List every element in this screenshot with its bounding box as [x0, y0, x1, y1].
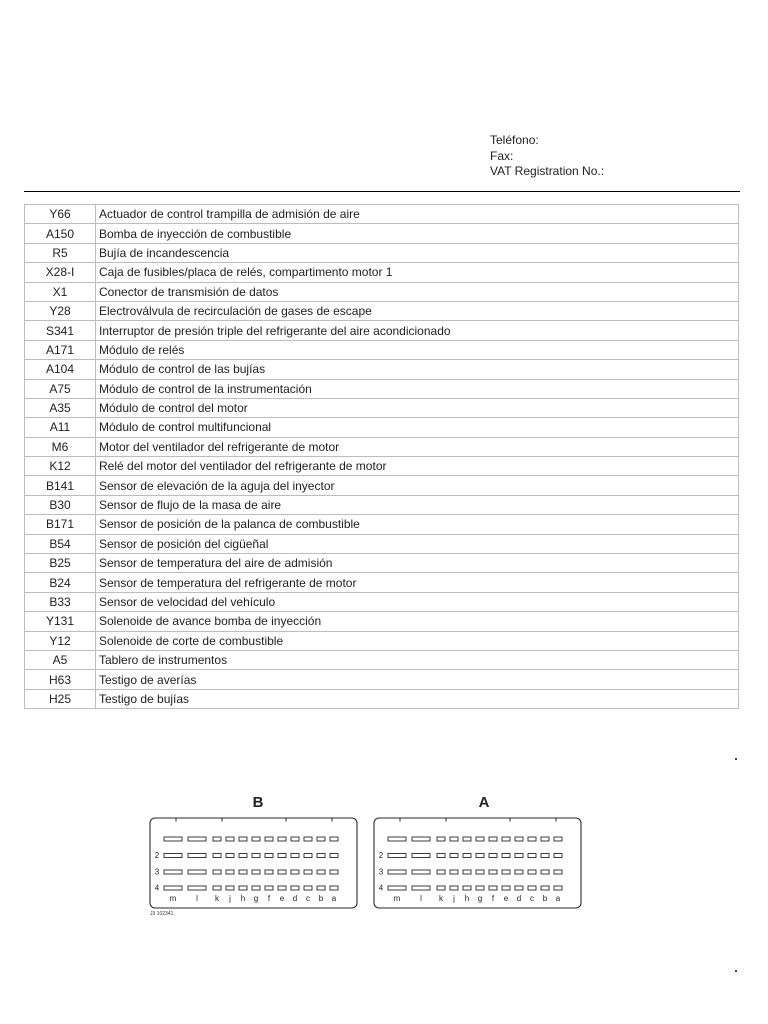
component-table	[24, 204, 739, 709]
pin-slot	[450, 870, 458, 874]
component-code: Y28	[25, 301, 96, 320]
pin-slot	[515, 854, 523, 858]
connector-a-label: A	[478, 794, 490, 811]
pin-slot	[278, 854, 286, 858]
pin-slot	[502, 870, 510, 874]
pin-slot	[476, 837, 484, 841]
column-letter: j	[453, 894, 455, 903]
column-letter: h	[464, 894, 470, 903]
pin-slot	[330, 854, 338, 858]
component-code: B171	[25, 515, 96, 534]
component-description: Sensor de flujo de la masa de aire	[96, 495, 739, 514]
component-row	[25, 631, 739, 650]
column-letter: l	[420, 894, 422, 903]
pin-slot-long	[164, 854, 182, 858]
pin-slot	[437, 886, 445, 890]
component-description: Solenoide de avance bomba de inyección	[96, 612, 739, 631]
column-letter: h	[240, 894, 246, 903]
component-description: Testigo de averías	[96, 670, 739, 689]
component-code: R5	[25, 243, 96, 262]
column-letter: a	[331, 894, 337, 903]
pin-slot	[463, 886, 471, 890]
connector-b-label: B	[252, 794, 264, 811]
component-description: Conector de transmisión de datos	[96, 282, 739, 301]
pin-slot	[554, 870, 562, 874]
pin-slot	[528, 886, 536, 890]
component-row	[25, 418, 739, 437]
contact-block	[490, 133, 604, 180]
column-letter: d	[516, 894, 522, 903]
pin-slot	[239, 870, 247, 874]
component-description: Sensor de temperatura del aire de admisión	[96, 554, 739, 573]
connector-drawing	[372, 816, 584, 910]
component-description: Solenoide de corte de combustible	[96, 631, 739, 650]
pin-slot	[265, 854, 273, 858]
component-table-body	[25, 205, 739, 709]
column-letter: k	[439, 894, 443, 903]
component-row	[25, 670, 739, 689]
component-row	[25, 573, 739, 592]
stray-mark	[735, 758, 737, 760]
pin-slot	[278, 870, 286, 874]
pin-slot-long	[164, 886, 182, 890]
phone-label: Teléfono:	[490, 133, 539, 147]
pin-slot	[450, 854, 458, 858]
stray-mark	[735, 970, 737, 972]
component-code: A171	[25, 340, 96, 359]
pin-slot	[476, 886, 484, 890]
component-code: B54	[25, 534, 96, 553]
component-row	[25, 457, 739, 476]
pin-slot	[528, 854, 536, 858]
column-letter: c	[530, 894, 534, 903]
pin-slot	[330, 886, 338, 890]
component-row	[25, 398, 739, 417]
pin-slot	[330, 870, 338, 874]
component-row	[25, 592, 739, 611]
pin-slot	[239, 854, 247, 858]
fax-label: Fax:	[490, 148, 514, 163]
component-code: A75	[25, 379, 96, 398]
component-description: Sensor de temperatura del refrigerante de motor	[96, 573, 739, 592]
component-row	[25, 379, 739, 398]
component-row	[25, 205, 739, 224]
pin-slot	[317, 854, 325, 858]
component-code: B33	[25, 592, 96, 611]
column-letter: e	[279, 894, 285, 903]
header-divider	[24, 191, 740, 192]
pin-slot	[226, 854, 234, 858]
pin-slot-long	[412, 854, 430, 858]
component-row	[25, 224, 739, 243]
column-letter: g	[253, 894, 259, 903]
pin-slot	[515, 870, 523, 874]
pin-slot-long	[412, 870, 430, 874]
component-code: X1	[25, 282, 96, 301]
pin-slot	[291, 886, 299, 890]
component-code: A11	[25, 418, 96, 437]
pin-slot	[476, 870, 484, 874]
component-code: Y131	[25, 612, 96, 631]
component-description: Motor del ventilador del refrigerante de motor	[96, 437, 739, 456]
pin-slot	[265, 837, 273, 841]
row-number: 3	[154, 867, 160, 877]
pin-slot-long	[388, 854, 406, 858]
pin-slot-long	[164, 837, 182, 841]
pin-slot	[239, 886, 247, 890]
column-letter: f	[491, 894, 495, 903]
pin-slot	[226, 870, 234, 874]
column-letter: a	[555, 894, 561, 903]
pin-slot	[541, 837, 549, 841]
component-code: K12	[25, 457, 96, 476]
pin-slot	[213, 870, 221, 874]
component-row	[25, 360, 739, 379]
component-description: Sensor de elevación de la aguja del inyector	[96, 476, 739, 495]
component-description: Módulo de control de las bujías	[96, 360, 739, 379]
pin-slot	[213, 837, 221, 841]
pin-slot-long	[388, 870, 406, 874]
row-number: 3	[378, 867, 384, 877]
column-letter: d	[292, 894, 298, 903]
pin-slot	[291, 854, 299, 858]
component-description: Módulo de control del motor	[96, 398, 739, 417]
column-letter: g	[477, 894, 483, 903]
component-description: Sensor de posición de la palanca de combustible	[96, 515, 739, 534]
component-description: Módulo de control de la instrumentación	[96, 379, 739, 398]
component-code: Y12	[25, 631, 96, 650]
row-number: 2	[378, 851, 384, 860]
pin-slot	[489, 837, 497, 841]
pin-slot	[554, 837, 562, 841]
pin-slot	[226, 886, 234, 890]
pin-slot	[541, 870, 549, 874]
connector-drawing	[148, 816, 360, 910]
pin-slot-long	[188, 886, 206, 890]
pin-slot	[528, 870, 536, 874]
drawing-reference-number: J3 102341	[150, 911, 174, 917]
pin-slot	[317, 870, 325, 874]
column-letter: b	[318, 894, 324, 903]
component-row	[25, 515, 739, 534]
component-description: Relé del motor del ventilador del refrigerante de motor	[96, 457, 739, 476]
component-row	[25, 476, 739, 495]
pin-slot	[541, 886, 549, 890]
pin-slot	[226, 837, 234, 841]
pin-slot	[291, 870, 299, 874]
column-letter: l	[196, 894, 198, 903]
pin-slot	[317, 837, 325, 841]
component-row	[25, 495, 739, 514]
component-code: B25	[25, 554, 96, 573]
component-description: Módulo de relés	[96, 340, 739, 359]
pin-slot	[304, 870, 312, 874]
pin-slot	[476, 854, 484, 858]
component-description: Bujía de incandescencia	[96, 243, 739, 262]
pin-slot	[450, 886, 458, 890]
component-row	[25, 437, 739, 456]
pin-slot	[502, 837, 510, 841]
pin-slot	[463, 837, 471, 841]
pin-slot	[437, 854, 445, 858]
component-description: Actuador de control trampilla de admisión de aire	[96, 205, 739, 224]
pin-slot	[515, 886, 523, 890]
pin-slot	[252, 837, 260, 841]
component-description: Tablero de instrumentos	[96, 650, 739, 669]
component-description: Electroválvula de recirculación de gases de escape	[96, 301, 739, 320]
column-letter: k	[215, 894, 219, 903]
pin-slot	[502, 854, 510, 858]
component-description: Sensor de posición del cigüeñal	[96, 534, 739, 553]
component-code: S341	[25, 321, 96, 340]
pin-slot	[450, 837, 458, 841]
pin-slot	[278, 837, 286, 841]
pin-slot	[489, 870, 497, 874]
component-row	[25, 321, 739, 340]
vat-registration-label: VAT Registration No.:	[490, 164, 605, 179]
pin-slot	[291, 837, 299, 841]
pin-slot-long	[188, 854, 206, 858]
component-description: Módulo de control multifuncional	[96, 418, 739, 437]
component-code: H25	[25, 689, 96, 708]
pin-slot	[317, 886, 325, 890]
pin-slot	[489, 886, 497, 890]
pin-slot	[265, 870, 273, 874]
component-row	[25, 243, 739, 262]
column-letter: c	[306, 894, 310, 903]
pin-slot	[304, 886, 312, 890]
component-code: A5	[25, 650, 96, 669]
pin-slot	[278, 886, 286, 890]
component-description: Interruptor de presión triple del refrigerante del aire acondicionado	[96, 321, 739, 340]
component-code: A104	[25, 360, 96, 379]
component-row	[25, 282, 739, 301]
pin-slot	[554, 854, 562, 858]
component-code: M6	[25, 437, 96, 456]
pin-slot	[515, 837, 523, 841]
pin-slot	[213, 886, 221, 890]
component-code: B141	[25, 476, 96, 495]
pin-slot-long	[388, 886, 406, 890]
column-letter: j	[229, 894, 231, 903]
pin-slot	[304, 837, 312, 841]
component-description: Testigo de bujías	[96, 689, 739, 708]
pin-slot	[502, 886, 510, 890]
row-number: 2	[154, 851, 160, 860]
component-code: H63	[25, 670, 96, 689]
pin-slot	[239, 837, 247, 841]
pin-slot	[265, 886, 273, 890]
pin-slot	[554, 886, 562, 890]
component-row	[25, 612, 739, 631]
component-code: X28-I	[25, 263, 96, 282]
pin-slot-long	[412, 837, 430, 841]
component-row	[25, 650, 739, 669]
pin-slot	[463, 870, 471, 874]
pin-slot	[330, 837, 338, 841]
component-code: Y66	[25, 205, 96, 224]
pin-slot	[528, 837, 536, 841]
component-row	[25, 534, 739, 553]
row-number: 4	[378, 883, 384, 893]
component-description: Bomba de inyección de combustible	[96, 224, 739, 243]
pin-slot	[213, 854, 221, 858]
pin-slot-long	[188, 837, 206, 841]
pin-slot-long	[164, 870, 182, 874]
row-number: 4	[154, 883, 160, 893]
component-row	[25, 263, 739, 282]
component-code: B24	[25, 573, 96, 592]
component-code: A150	[25, 224, 96, 243]
pin-slot	[252, 870, 260, 874]
pin-slot	[437, 870, 445, 874]
pin-slot	[252, 886, 260, 890]
pin-slot-long	[412, 886, 430, 890]
pin-slot	[463, 854, 471, 858]
component-description: Sensor de velocidad del vehículo	[96, 592, 739, 611]
column-letter: b	[542, 894, 548, 903]
component-row	[25, 554, 739, 573]
component-code: A35	[25, 398, 96, 417]
component-code: B30	[25, 495, 96, 514]
pin-slot-long	[388, 837, 406, 841]
pin-slot	[489, 854, 497, 858]
column-letter: e	[503, 894, 509, 903]
pin-slot	[541, 854, 549, 858]
pin-slot-long	[188, 870, 206, 874]
pin-slot	[437, 837, 445, 841]
pin-slot	[304, 854, 312, 858]
component-row	[25, 689, 739, 708]
column-letter: f	[267, 894, 271, 903]
column-letter: m	[393, 894, 401, 903]
component-row	[25, 340, 739, 359]
component-row	[25, 301, 739, 320]
component-description: Caja de fusibles/placa de relés, compartimento motor 1	[96, 263, 739, 282]
pin-slot	[252, 854, 260, 858]
column-letter: m	[169, 894, 177, 903]
